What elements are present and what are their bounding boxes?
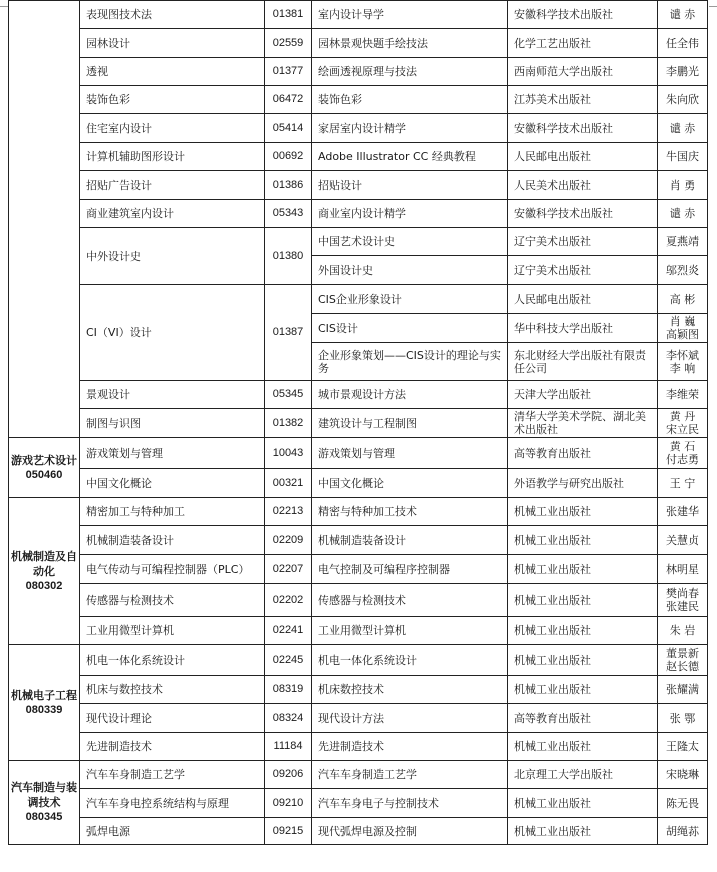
author-name: 夏燕靖 [666, 235, 699, 248]
table-row [9, 498, 708, 526]
course-cell: CI（VI）设计 [80, 285, 265, 381]
author-name: 李鹏光 [666, 65, 699, 78]
table-row [9, 818, 708, 845]
author-cell [658, 818, 708, 845]
table-row [9, 617, 708, 645]
course-cell: 弧焊电源 [80, 818, 265, 845]
table-row [9, 761, 708, 789]
major-name: 机械电子工程 [11, 688, 77, 702]
author-cell [658, 200, 708, 228]
course-cell: 现代设计理论 [80, 704, 265, 733]
course-code-cell: 02202 [265, 584, 312, 617]
author-cell [658, 114, 708, 143]
course-code-cell: 01382 [265, 409, 312, 438]
course-code-cell: 01386 [265, 171, 312, 200]
course-cell: 机床与数控技术 [80, 676, 265, 704]
book-title-cell: 家居室内设计精学 [312, 114, 508, 143]
course-cell: 工业用微型计算机 [80, 617, 265, 645]
course-code-cell: 11184 [265, 733, 312, 761]
table-row [9, 171, 708, 200]
author-name: 李 响 [669, 361, 696, 375]
book-title-cell: 游戏策划与管理 [312, 438, 508, 469]
publisher-cell: 高等教育出版社 [508, 438, 658, 469]
author-name: 邬烈炎 [666, 263, 699, 277]
publisher-cell: 人民美术出版社 [508, 171, 658, 200]
publisher-cell: 安徽科学技术出版社 [508, 114, 658, 143]
author-name: 关慧贞 [666, 533, 699, 547]
author-cell [658, 761, 708, 789]
course-cell: 机电一体化系统设计 [80, 645, 265, 676]
author-cell [658, 555, 708, 584]
major-code: 050460 [25, 468, 63, 481]
author-name: 任全伟 [666, 36, 699, 50]
publisher-cell: 机械工业出版社 [508, 818, 658, 845]
author-name: 宋晓琳 [666, 768, 699, 781]
author-name: 牛国庆 [666, 150, 699, 163]
publisher-cell: 机械工业出版社 [508, 555, 658, 584]
publisher-cell: 机械工业出版社 [508, 498, 658, 526]
author-cell [658, 438, 708, 469]
publisher-cell: 机械工业出版社 [508, 617, 658, 645]
major-code: 080302 [25, 579, 63, 592]
publisher-cell: 机械工业出版社 [508, 733, 658, 761]
author-cell [658, 381, 708, 409]
author-name: 张建民 [666, 600, 699, 613]
author-name: 谴 赤 [669, 121, 696, 135]
book-title-cell: 机床数控技术 [312, 676, 508, 704]
book-title-cell: 装饰色彩 [312, 86, 508, 114]
course-code-cell: 09215 [265, 818, 312, 845]
author-name: 朱 岩 [669, 624, 696, 637]
course-code-cell: 00692 [265, 143, 312, 171]
book-title-cell: 现代弧焊电源及控制 [312, 818, 508, 845]
publisher-cell: 安徽科学技术出版社 [508, 1, 658, 29]
table-row [9, 555, 708, 584]
course-cell: 传感器与检测技术 [80, 584, 265, 617]
book-title-cell: 现代设计方法 [312, 704, 508, 733]
book-title-cell: 商业室内设计精学 [312, 200, 508, 228]
course-cell: 表现图技术法 [80, 1, 265, 29]
table-row [9, 469, 708, 498]
major-cell-blank [9, 1, 80, 438]
major-cell [9, 761, 80, 845]
course-code-cell: 01380 [265, 228, 312, 285]
course-cell: 住宅室内设计 [80, 114, 265, 143]
author-name: 肖 勇 [669, 178, 696, 192]
course-code-cell: 10043 [265, 438, 312, 469]
course-cell: 制图与识图 [80, 409, 265, 438]
book-title-cell: 传感器与检测技术 [312, 584, 508, 617]
table-row [9, 86, 708, 114]
course-code-cell: 01387 [265, 285, 312, 381]
author-name: 黄 石 [669, 440, 696, 453]
course-code-cell: 09206 [265, 761, 312, 789]
publisher-cell: 天津大学出版社 [508, 381, 658, 409]
author-name: 张 鄂 [669, 711, 696, 725]
course-code-cell: 02213 [265, 498, 312, 526]
publisher-cell: 高等教育出版社 [508, 704, 658, 733]
publisher-cell: 安徽科学技术出版社 [508, 200, 658, 228]
book-title-cell: 外国设计史 [312, 256, 508, 285]
book-title-cell: 招贴设计 [312, 171, 508, 200]
textbook-table-page [8, 0, 707, 872]
book-title-cell: 中国文化概论 [312, 469, 508, 498]
table-row [9, 676, 708, 704]
author-cell [658, 1, 708, 29]
author-cell [658, 29, 708, 58]
table-row [9, 143, 708, 171]
course-code-cell: 00321 [265, 469, 312, 498]
book-title-cell: 机电一体化系统设计 [312, 645, 508, 676]
table-row [9, 438, 708, 469]
author-cell [658, 498, 708, 526]
author-name: 胡绳荪 [666, 824, 699, 838]
author-cell [658, 343, 708, 381]
publisher-cell: 东北财经大学出版社有限责任公司 [508, 343, 658, 381]
table-row [9, 200, 708, 228]
author-cell [658, 285, 708, 314]
author-cell [658, 314, 708, 343]
course-cell: 园林设计 [80, 29, 265, 58]
table-row [9, 381, 708, 409]
publisher-cell: 人民邮电出版社 [508, 285, 658, 314]
course-cell: 计算机辅助图形设计 [80, 143, 265, 171]
major-name: 汽车制造与装调技术 [11, 781, 77, 809]
course-code-cell: 02207 [265, 555, 312, 584]
table-row [9, 228, 708, 256]
course-code-cell: 02241 [265, 617, 312, 645]
author-name: 朱向欣 [666, 93, 699, 106]
course-cell: 汽车车身制造工艺学 [80, 761, 265, 789]
major-cell [9, 645, 80, 761]
author-cell [658, 409, 708, 438]
course-cell: 游戏策划与管理 [80, 438, 265, 469]
publisher-cell: 西南师范大学出版社 [508, 58, 658, 86]
book-title-cell: 机械制造装备设计 [312, 526, 508, 555]
author-cell [658, 584, 708, 617]
publisher-cell: 机械工业出版社 [508, 584, 658, 617]
author-name: 谴 赤 [669, 207, 696, 220]
course-cell: 商业建筑室内设计 [80, 200, 265, 228]
book-title-cell: CIS企业形象设计 [312, 285, 508, 314]
book-title-cell: Adobe Illustrator CC 经典教程 [312, 143, 508, 171]
author-name: 李维荣 [666, 388, 699, 401]
major-code: 080339 [25, 703, 63, 716]
book-title-cell: 企业形象策划——CIS设计的理论与实务 [312, 343, 508, 381]
author-name: 高 彬 [669, 292, 696, 306]
author-cell [658, 676, 708, 704]
book-title-cell: 建筑设计与工程制图 [312, 409, 508, 438]
author-name: 宋立民 [666, 423, 699, 436]
course-cell: 先进制造技术 [80, 733, 265, 761]
book-title-cell: 中国艺术设计史 [312, 228, 508, 256]
author-name: 林明星 [666, 562, 699, 576]
publisher-cell: 清华大学美术学院、湖北美术出版社 [508, 409, 658, 438]
table-row [9, 526, 708, 555]
course-cell: 精密加工与特种加工 [80, 498, 265, 526]
book-title-cell: 汽车车身制造工艺学 [312, 761, 508, 789]
book-title-cell: 工业用微型计算机 [312, 617, 508, 645]
course-code-cell: 02559 [265, 29, 312, 58]
author-cell [658, 645, 708, 676]
major-cell [9, 498, 80, 645]
textbook-table [8, 0, 708, 845]
publisher-cell: 辽宁美术出版社 [508, 256, 658, 285]
table-row [9, 584, 708, 617]
author-name: 樊尚春 [666, 587, 699, 600]
book-title-cell: 汽车车身电子与控制技术 [312, 789, 508, 818]
publisher-cell: 机械工业出版社 [508, 676, 658, 704]
author-cell [658, 617, 708, 645]
table-row [9, 789, 708, 818]
course-cell: 中外设计史 [80, 228, 265, 285]
publisher-cell: 辽宁美术出版社 [508, 228, 658, 256]
publisher-cell: 机械工业出版社 [508, 645, 658, 676]
author-name: 董景新 [666, 647, 699, 660]
course-cell: 电气传动与可编程控制器（PLC） [80, 555, 265, 584]
publisher-cell: 机械工业出版社 [508, 789, 658, 818]
author-name: 谴 赤 [669, 8, 696, 21]
course-code-cell: 05343 [265, 200, 312, 228]
course-code-cell: 01381 [265, 1, 312, 29]
major-code: 080345 [25, 811, 63, 823]
author-name: 陈无畏 [666, 796, 699, 810]
author-name: 李怀斌 [666, 348, 699, 362]
table-row [9, 29, 708, 58]
course-code-cell: 05414 [265, 114, 312, 143]
author-name: 高颖图 [666, 328, 699, 341]
author-cell [658, 789, 708, 818]
major-name: 机械制造及自动化 [11, 549, 77, 578]
course-cell: 机械制造装备设计 [80, 526, 265, 555]
course-code-cell: 08319 [265, 676, 312, 704]
author-name: 黄 丹 [669, 410, 696, 423]
author-name: 肖 巍 [669, 315, 696, 328]
author-cell [658, 86, 708, 114]
table-row [9, 409, 708, 438]
author-cell [658, 58, 708, 86]
author-cell [658, 143, 708, 171]
author-cell [658, 704, 708, 733]
course-code-cell: 05345 [265, 381, 312, 409]
author-name: 王隆太 [666, 740, 699, 753]
publisher-cell: 机械工业出版社 [508, 526, 658, 555]
course-cell: 装饰色彩 [80, 86, 265, 114]
course-cell: 景观设计 [80, 381, 265, 409]
book-title-cell: 电气控制及可编程序控制器 [312, 555, 508, 584]
author-name: 付志勇 [666, 453, 699, 466]
author-cell [658, 256, 708, 285]
table-row [9, 733, 708, 761]
course-code-cell: 06472 [265, 86, 312, 114]
publisher-cell: 人民邮电出版社 [508, 143, 658, 171]
course-code-cell: 02209 [265, 526, 312, 555]
course-cell: 透视 [80, 58, 265, 86]
course-code-cell: 02245 [265, 645, 312, 676]
table-row [9, 58, 708, 86]
book-title-cell: CIS设计 [312, 314, 508, 343]
table-row [9, 285, 708, 314]
author-cell [658, 733, 708, 761]
book-title-cell: 园林景观快题手绘技法 [312, 29, 508, 58]
major-name: 游戏艺术设计 [11, 453, 77, 467]
author-cell [658, 526, 708, 555]
publisher-cell: 北京理工大学出版社 [508, 761, 658, 789]
book-title-cell: 室内设计导学 [312, 1, 508, 29]
course-cell: 招贴广告设计 [80, 171, 265, 200]
book-title-cell: 绘画透视原理与技法 [312, 58, 508, 86]
course-code-cell: 01377 [265, 58, 312, 86]
book-title-cell: 城市景观设计方法 [312, 381, 508, 409]
table-row [9, 114, 708, 143]
publisher-cell: 华中科技大学出版社 [508, 314, 658, 343]
author-cell [658, 171, 708, 200]
publisher-cell: 化学工艺出版社 [508, 29, 658, 58]
book-title-cell: 先进制造技术 [312, 733, 508, 761]
course-code-cell: 08324 [265, 704, 312, 733]
author-name: 赵长德 [666, 660, 699, 673]
author-name: 王 宁 [669, 476, 696, 490]
table-row [9, 1, 708, 29]
author-name: 张耀满 [666, 683, 699, 696]
course-cell: 中国文化概论 [80, 469, 265, 498]
publisher-cell: 外语教学与研究出版社 [508, 469, 658, 498]
table-row [9, 645, 708, 676]
author-cell [658, 469, 708, 498]
major-cell [9, 438, 80, 498]
course-cell: 汽车车身电控系统结构与原理 [80, 789, 265, 818]
author-cell [658, 228, 708, 256]
author-name: 张建华 [666, 505, 699, 518]
book-title-cell: 精密与特种加工技术 [312, 498, 508, 526]
course-code-cell: 09210 [265, 789, 312, 818]
publisher-cell: 江苏美术出版社 [508, 86, 658, 114]
table-row [9, 704, 708, 733]
